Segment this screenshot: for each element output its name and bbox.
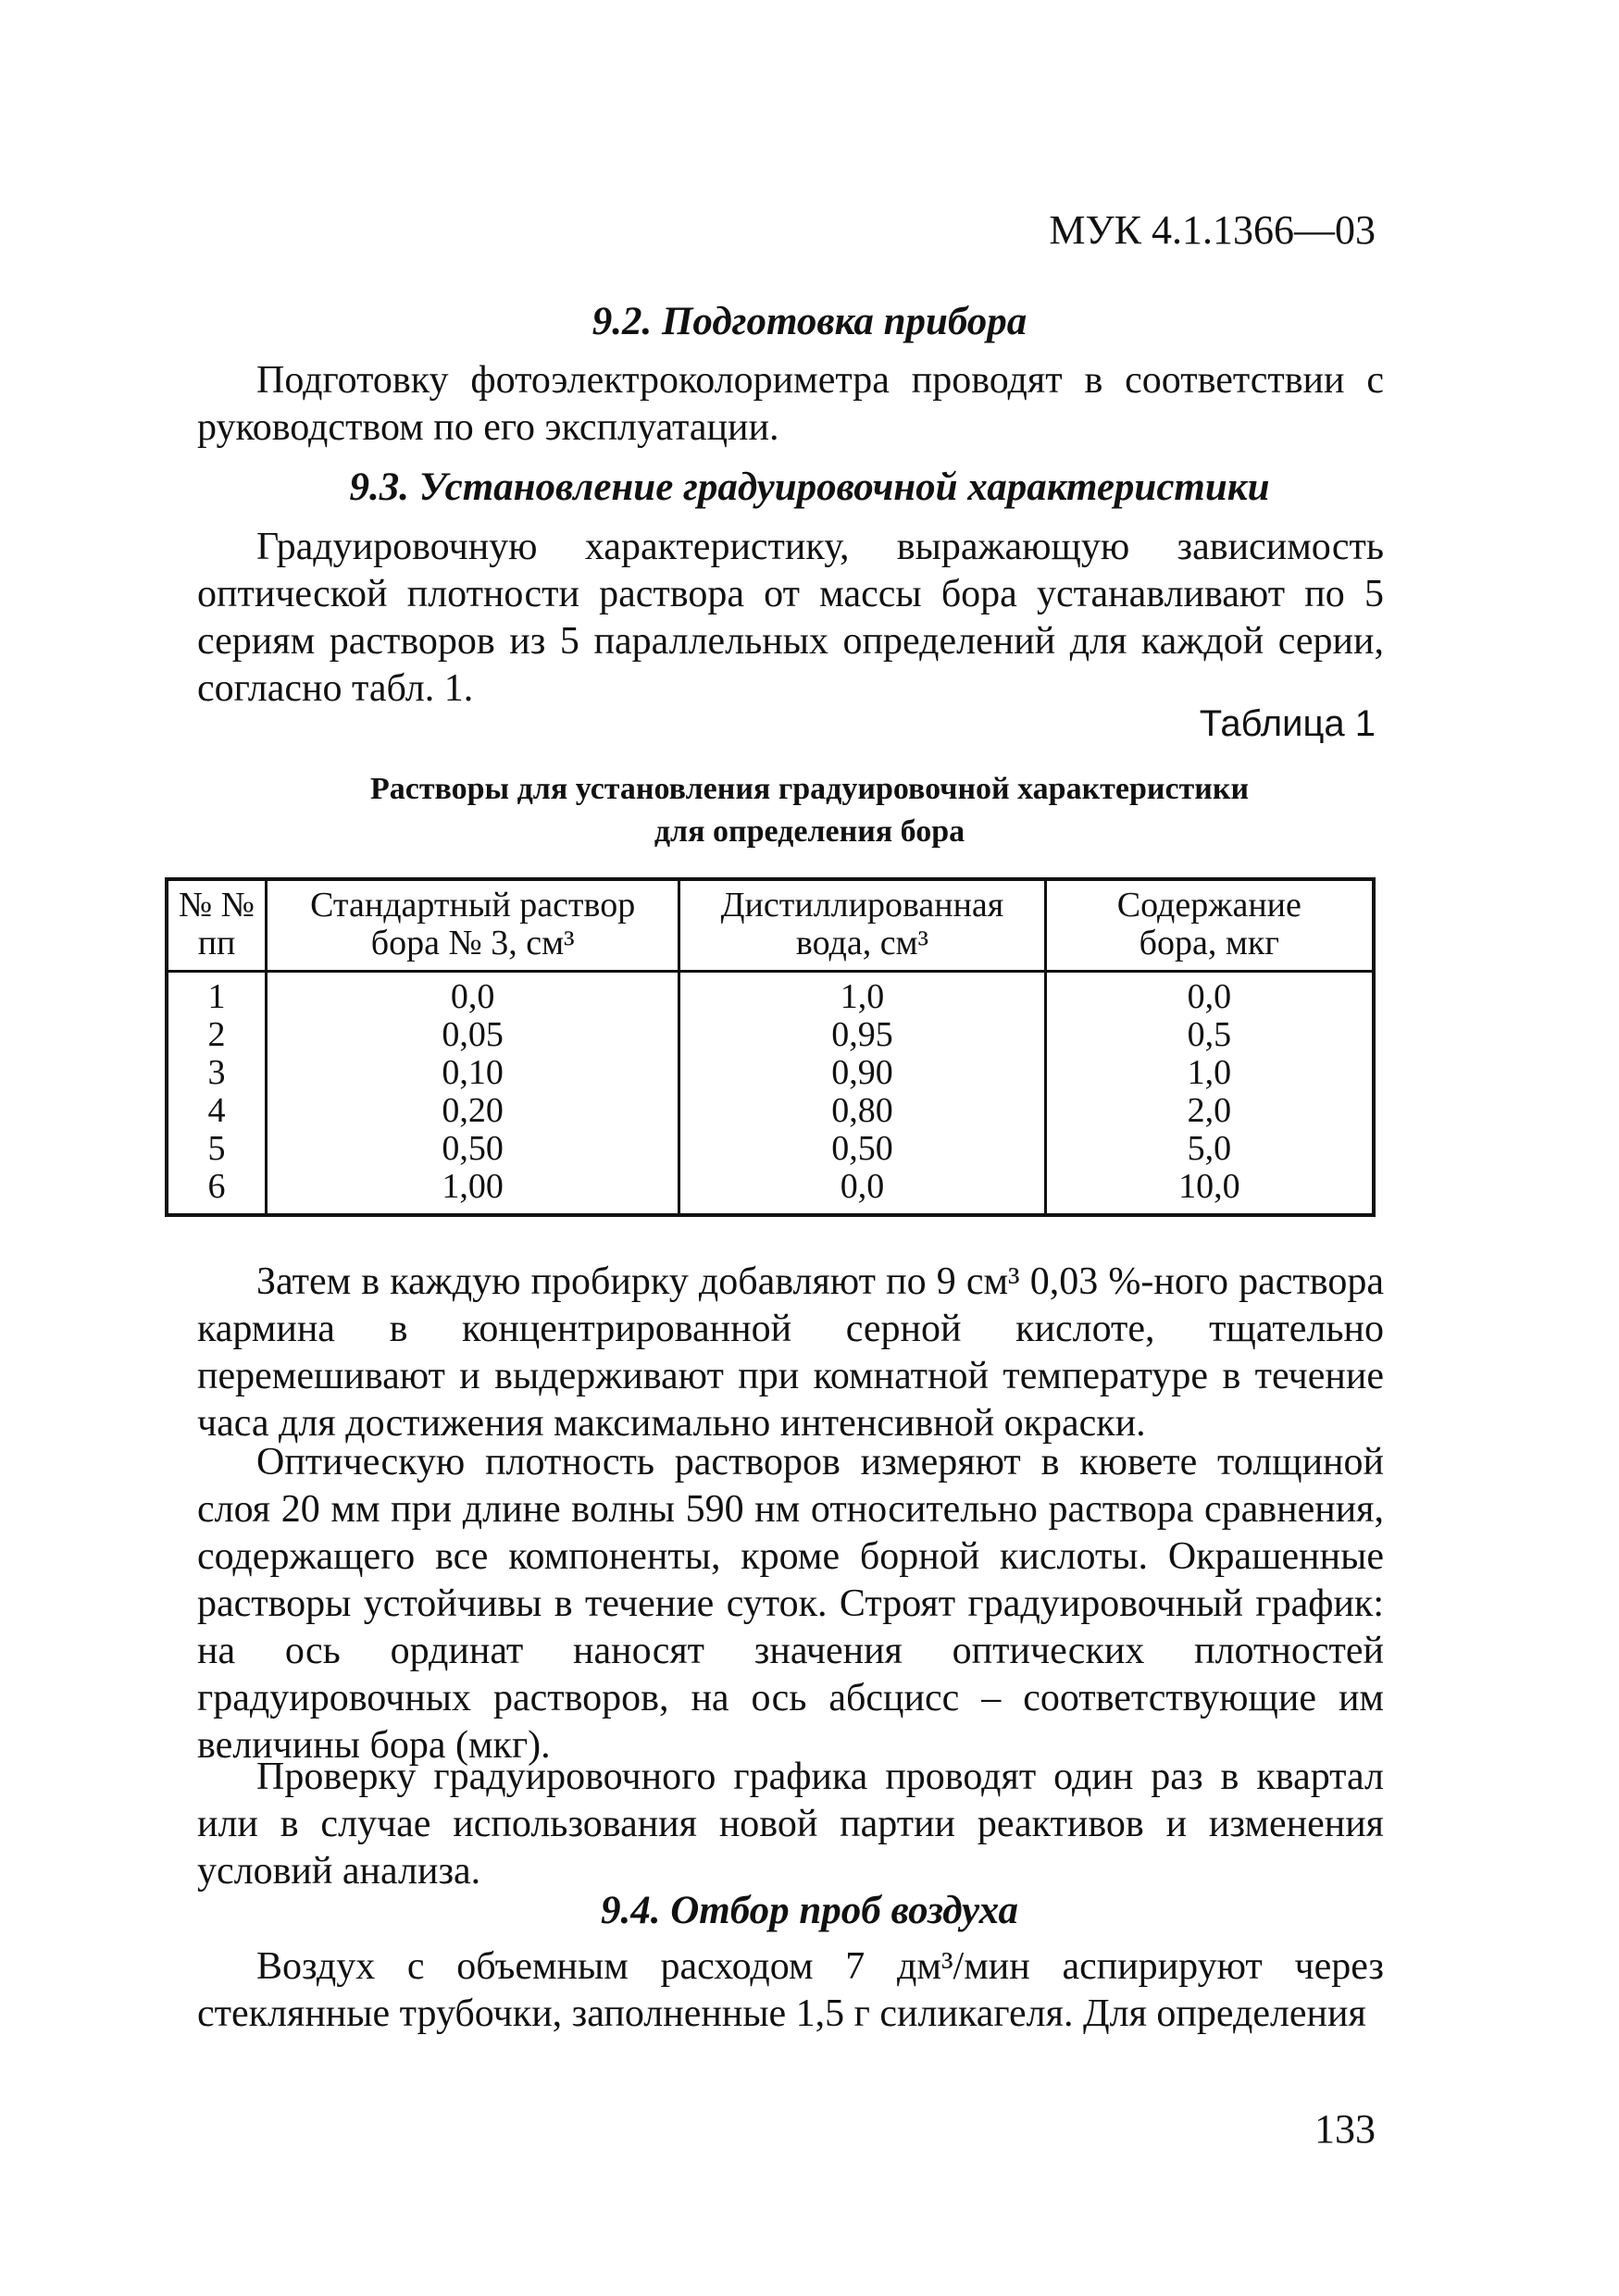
page-number: 133 — [1314, 2106, 1376, 2152]
cell-number: 5 — [167, 1130, 267, 1168]
table-caption — [0, 768, 1619, 853]
cell-standard-solution: 0,10 — [267, 1054, 679, 1092]
table-row — [167, 1130, 1374, 1168]
table-row — [167, 1168, 1374, 1215]
cell-boron-content: 1,0 — [1045, 1054, 1374, 1092]
cell-number: 6 — [167, 1168, 267, 1215]
table-row — [167, 1016, 1374, 1054]
cell-number: 1 — [167, 972, 267, 1017]
cell-standard-solution: 0,50 — [267, 1130, 679, 1168]
paragraph-optical-density: Оптическую плотность растворов измеряют в кювете толщиной слоя 20 мм при длине волны 590 нм относительно раствора сравнения, содержащего все компоненты, кроме борной кислоты. Окрашенные растворы устойчивы в течение суток. Строят градуировочный график: на ось ординат наносят значения оптических плотностей градуировочных растворов, на ось абсцисс – соответствующие им величины бора (мкг). — [197, 1441, 1384, 1767]
cell-standard-solution: 0,0 — [267, 972, 679, 1017]
table-caption-line-1: Растворы для установления градуировочной характеристики — [369, 772, 1250, 806]
cell-boron-content: 5,0 — [1045, 1130, 1374, 1168]
section-heading-9-3: 9.3. Установление градуировочной характеристики — [349, 465, 1270, 509]
column-header-boron-content: Содержание бора, мкг — [1045, 879, 1374, 972]
cell-distilled-water: 1,0 — [679, 972, 1045, 1017]
cell-boron-content: 0,0 — [1045, 972, 1374, 1017]
cell-standard-solution: 1,00 — [267, 1168, 679, 1215]
cell-number: 3 — [167, 1054, 267, 1092]
section-heading-9-2: 9.2. Подготовка прибора — [592, 300, 1027, 343]
calibration-table — [165, 877, 1376, 1217]
section-heading-9-4: 9.4. Отбор проб воздуха — [600, 1889, 1019, 1932]
cell-number: 4 — [167, 1092, 267, 1130]
column-header-distilled-water: Дистиллированная вода, см³ — [679, 879, 1045, 972]
cell-distilled-water: 0,90 — [679, 1054, 1045, 1092]
cell-boron-content: 0,5 — [1045, 1016, 1374, 1054]
paragraph-device-preparation: Подготовку фотоэлектроколориметра проводят в соответствии с руководством по его эксплуатации. — [197, 359, 1384, 449]
cell-standard-solution: 0,05 — [267, 1016, 679, 1054]
cell-standard-solution: 0,20 — [267, 1092, 679, 1130]
table-caption-line-2: для определения бора — [654, 814, 965, 849]
paragraph-calibration-intro: Градуировочную характеристику, выражающую зависимость оптической плотности раствора от массы бора устанавливают по 5 сериям растворов из 5 параллельных определений для каждой серии, согласно табл. 1. — [197, 526, 1384, 710]
paragraph-air-sampling: Воздух с объемным расходом 7 дм³/мин аспирируют через стеклянные трубочки, заполненные 1,5 г силикагеля. Для определения — [197, 1945, 1384, 2035]
table-header-row — [167, 879, 1374, 972]
table-row — [167, 1054, 1374, 1092]
column-header-number: № № пп — [167, 879, 267, 972]
column-header-standard-solution: Стандартный раствор бора № 3, см³ — [267, 879, 679, 972]
cell-distilled-water: 0,50 — [679, 1130, 1045, 1168]
cell-boron-content: 2,0 — [1045, 1092, 1374, 1130]
cell-distilled-water: 0,0 — [679, 1168, 1045, 1215]
cell-distilled-water: 0,80 — [679, 1092, 1045, 1130]
paragraph-carmine-addition: Затем в каждую пробирку добавляют по 9 см³ 0,03 %-ного раствора кармина в концентрированной серной кислоте, тщательно перемешивают и выдерживают при комнатной температуре в течение часа для достижения максимально интенсивной окраски. — [197, 1260, 1384, 1445]
paragraph-graph-check: Проверку градуировочного графика проводят один раз в квартал или в случае использования новой партии реактивов и изменения условий анализа. — [197, 1756, 1384, 1893]
cell-distilled-water: 0,95 — [679, 1016, 1045, 1054]
table-row — [167, 1092, 1374, 1130]
cell-number: 2 — [167, 1016, 267, 1054]
cell-boron-content: 10,0 — [1045, 1168, 1374, 1215]
document-code: МУК 4.1.1366—03 — [1049, 207, 1376, 253]
table-row — [167, 972, 1374, 1017]
table-label: Таблица 1 — [1199, 703, 1376, 744]
